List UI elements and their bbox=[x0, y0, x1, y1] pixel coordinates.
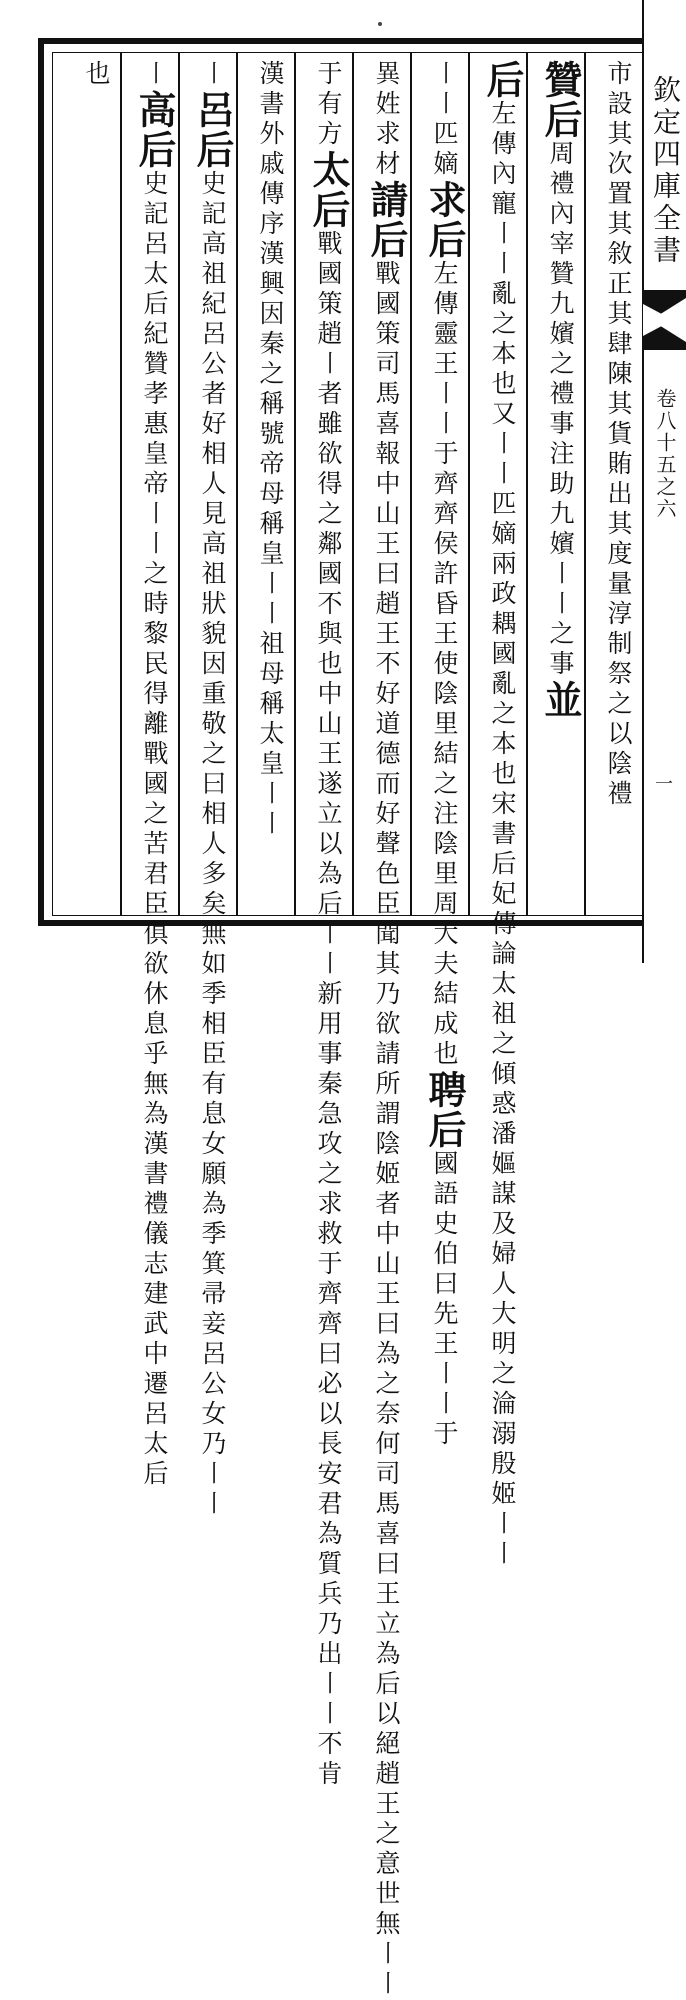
text-column bbox=[122, 60, 178, 1490]
text-column bbox=[64, 60, 120, 910]
entry-heading: 高后 bbox=[132, 90, 177, 170]
column-text: 左傳靈王〡〡于齊齊侯許昏王使陰里結之注陰里周大夫結成也 bbox=[430, 260, 459, 1070]
entry-heading: 聘后 bbox=[422, 1070, 467, 1150]
column-text: 異姓求材 bbox=[372, 60, 401, 180]
entry-heading: 呂后 bbox=[190, 90, 235, 170]
column-text: 戰國策司馬喜報中山王曰趙王不好道德而好聲色臣聞其乃欲請所謂陰姬者中山王曰為之奈何司馬喜曰王立為后以絕趙王之意世無〡〡 bbox=[372, 260, 401, 2000]
column-text: 史記呂太后紀贊孝惠皇帝〡〡之時黎民得離戰國之苦君臣俱欲休息乎無為漢書禮儀志建武中遷呂太后 bbox=[140, 170, 169, 1490]
column-text: 史記高祖紀呂公者好相人見高祖狀貌因重敬之曰相人多矣無如季相臣有息女願為季箕帚妾呂公女乃〡〡 bbox=[198, 170, 227, 1520]
text-column bbox=[180, 60, 236, 1520]
column-text: 也 bbox=[82, 60, 111, 90]
text-column bbox=[586, 60, 642, 910]
entry-heading: 贊后 bbox=[538, 60, 583, 140]
text-column bbox=[238, 60, 294, 910]
fold-line bbox=[642, 0, 644, 963]
column-text: 市設其次置其敘正其肆陳其貨賄出其度量淳制祭之以陰禮 bbox=[604, 60, 633, 810]
entry-heading: 並 bbox=[538, 680, 583, 720]
entry-heading: 求后 bbox=[422, 180, 467, 260]
column-text: 〡〡匹嫡 bbox=[430, 60, 459, 180]
column-text: 于有方 bbox=[314, 60, 343, 150]
entry-heading: 后 bbox=[480, 60, 525, 100]
column-text: 周禮內宰贊九嬪之禮事注助九嬪〡〡之事 bbox=[546, 140, 575, 680]
volume-label: 卷八十五之六 bbox=[653, 388, 677, 520]
page-number-text: 一 bbox=[655, 774, 673, 795]
text-column bbox=[412, 60, 468, 1450]
text-column bbox=[528, 60, 584, 910]
column-text: 漢書外戚傳序漢興因秦之稱號帝母稱皇〡〡祖母稱太皇〡〡 bbox=[256, 60, 285, 840]
entry-heading: 請后 bbox=[364, 180, 409, 260]
ink-speck bbox=[378, 22, 382, 26]
column-text: 〡 bbox=[198, 60, 227, 90]
text-column bbox=[470, 60, 526, 1570]
column-text: 〡 bbox=[140, 60, 169, 90]
book-title: 欽定四庫全書 bbox=[649, 75, 682, 267]
column-text: 國語史伯曰先王〡〡于 bbox=[430, 1150, 459, 1450]
column-text: 左傳內寵〡〡亂之本也又〡〡匹嫡兩政耦國亂之本也宋書后妃傳論太祖之傾惑潘嫗謀及婦人大明之淪溺殷姬〡〡 bbox=[488, 100, 517, 1570]
text-column bbox=[354, 60, 410, 2000]
page-number bbox=[655, 770, 679, 795]
text-column bbox=[296, 60, 352, 1790]
fishtail-mark-icon bbox=[643, 290, 686, 350]
entry-heading: 太后 bbox=[306, 150, 351, 230]
column-text: 戰國策趙〡者雖欲得之鄰國不與也中山王遂立以為后〡〡新用事秦急攻之求救于齊齊曰必以長安君為質兵乃出〡〡不肯 bbox=[314, 230, 343, 1790]
